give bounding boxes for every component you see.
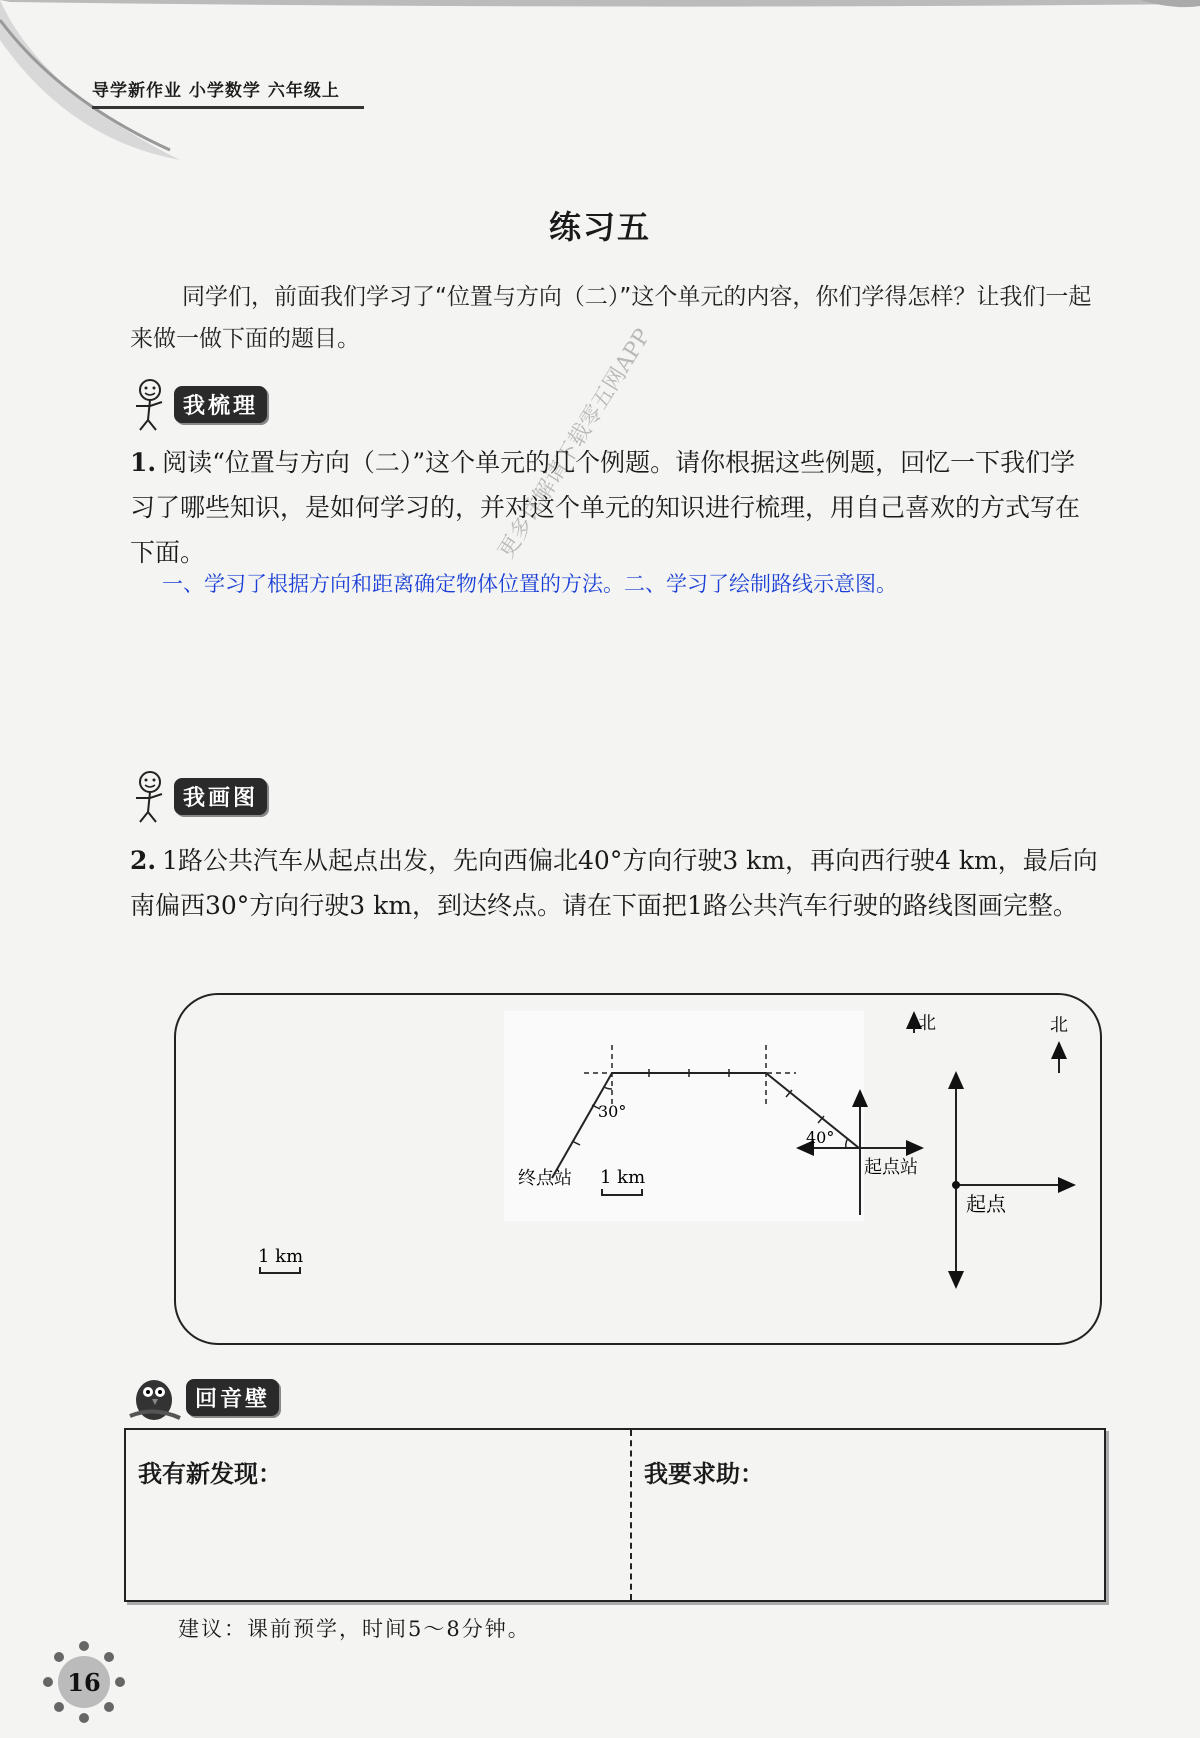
page-number-badge: [42, 1640, 126, 1724]
question-text: 1路公共汽车从起点出发，先向西偏北40°方向行驶3 km，再向西行驶4 km，最后向南偏西30°方向行驶3 km，到达终点。请在下面把1路公共汽车行驶的路线图画完整。: [130, 846, 1098, 920]
end-station-label: 终点站: [518, 1168, 572, 1189]
section-badge-echo: [124, 1366, 279, 1428]
stick-figure-icon: [130, 376, 174, 432]
answer-text: 一、学习了根据方向和距离确定物体位置的方法。二、学习了绘制路线示意图。: [162, 572, 897, 596]
section-badge-draw: [130, 768, 267, 824]
intro-paragraph: 同学们，前面我们学习了“位置与方向（二）”这个单元的内容，你们学得怎样？让我们一起来做一做下面的题目。: [130, 284, 1092, 352]
header-underline: [92, 106, 364, 109]
question-text: 阅读“位置与方向（二）”这个单元的几个例题。请你根据这些例题，回忆一下我们学习了哪些知识，是如何学习的，并对这个单元的知识进行梳理，用自己喜欢的方式写在下面。: [130, 448, 1081, 567]
question-2: [130, 838, 1100, 928]
route-diagram: [174, 993, 1098, 1341]
discovery-label: 我有新发现：: [138, 1460, 282, 1488]
section-badge-sort: [130, 376, 267, 432]
help-label: 我要求助：: [644, 1460, 764, 1488]
angle-label: 40°: [806, 1128, 835, 1147]
question-1: [130, 440, 1100, 575]
badge-label: 我梳理: [174, 386, 267, 423]
study-tip: 建议：课前预学，时间5～8分钟。: [178, 1617, 531, 1641]
north-label: 北: [918, 1013, 936, 1034]
start-point-label: 起点: [966, 1192, 1006, 1216]
north-label: 北: [1050, 1015, 1068, 1036]
scale-label: 1 km: [258, 1246, 304, 1267]
angle-label: 30°: [598, 1102, 627, 1121]
badge-label: 我画图: [174, 778, 267, 815]
start-point-axes: [956, 1073, 1074, 1287]
page-number: 16: [67, 1668, 101, 1697]
badge-label: 回音壁: [186, 1379, 279, 1416]
scale-bar: [260, 1267, 300, 1273]
stick-figure-icon: [130, 768, 174, 824]
echo-wall-box: [124, 1428, 1106, 1602]
book-title: 导学新作业 小学数学 六年级上: [92, 81, 340, 101]
watermark-text: 更多详解请下载零五网APP: [493, 324, 656, 564]
scale-label: 1 km: [600, 1167, 646, 1188]
page-title: 练习五: [548, 208, 651, 246]
bird-mascot-icon: [124, 1366, 186, 1428]
dashed-divider: [630, 1430, 632, 1600]
start-station-label: 起点站: [864, 1157, 918, 1178]
start-point-dot: [952, 1181, 960, 1189]
question-number: 2.: [130, 846, 157, 875]
question-number: 1.: [130, 448, 157, 477]
